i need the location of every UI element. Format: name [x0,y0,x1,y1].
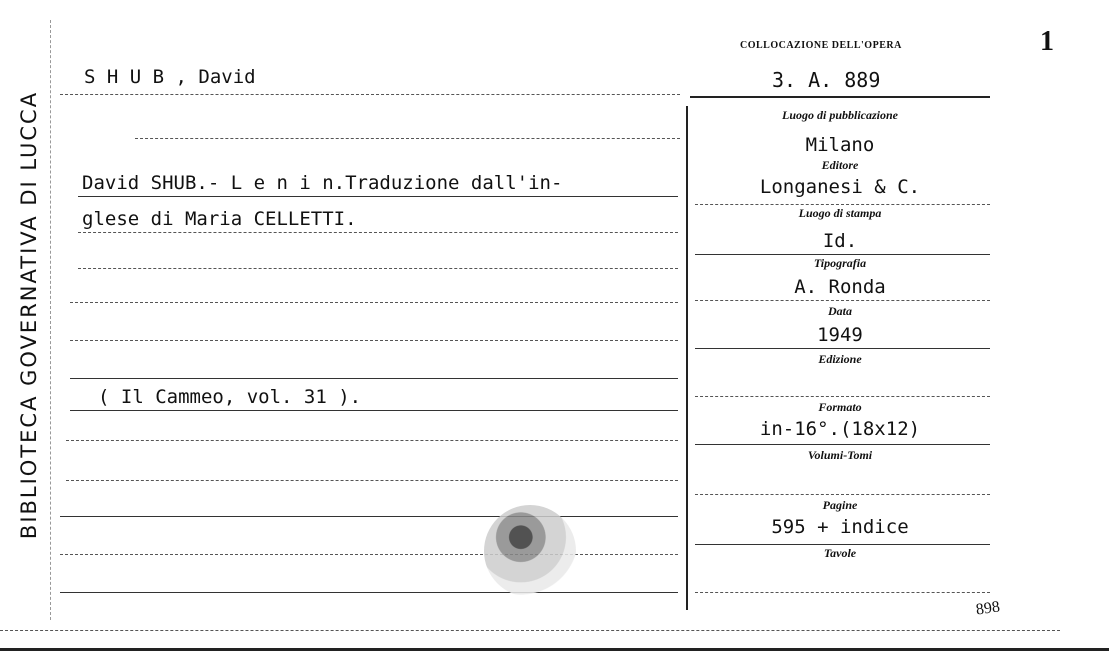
library-name: BIBLIOTECA GOVERNATIVA DI LUCCA [17,90,41,540]
rule-7 [70,340,678,341]
field-label-pages: Pagine [822,498,858,512]
footer-number: 898 [974,598,1001,619]
field-label-date: Data [828,304,852,318]
rule-14 [60,592,678,593]
field-rule-6 [695,444,990,445]
field-value-format: in-16°.(18x12) [759,418,921,440]
shelfmark: 3. A. 889 [772,68,881,92]
field-rule-9 [695,592,990,593]
rule-10 [66,440,678,441]
field-label-printer: Tipografia [813,256,867,270]
field-rule-1 [695,204,990,205]
field-rule-8 [695,544,990,545]
rule-12 [60,516,678,517]
field-value-place-of-publication: Milano [805,134,875,156]
field-value-date: 1949 [817,324,863,346]
bottom-rule [0,630,1060,631]
field-label-volumes: Volumi-Tomi [807,448,873,462]
field-label-edition: Edizione [818,352,862,366]
field-label-publisher: Editore [821,158,859,172]
entry-line-1: David SHUB.- L e n i n.Traduzione dall'in- [82,172,563,194]
rule-1 [60,94,680,95]
rule-8 [70,378,678,379]
field-label-format: Formato [818,400,862,414]
rule-9 [70,410,678,411]
bottom-border [0,648,1109,651]
field-rule-2 [695,254,990,255]
side-divider [50,20,51,620]
field-label-place-of-printing: Luogo di stampa [798,206,882,220]
corner-mark: 1 [1040,26,1054,57]
rule-13 [60,554,678,555]
field-rule-7 [695,494,990,495]
collocation-label: COLLOCAZIONE DELL'OPERA [740,40,902,51]
field-rule-4 [695,348,990,349]
rule-5 [78,268,678,269]
author-heading: S H U B , David [84,66,256,88]
rule-6 [70,302,678,303]
field-value-pages: 595 + indice [771,516,909,538]
field-label-plates: Tavole [823,546,857,560]
library-side-label [14,20,44,610]
series-note: ( Il Cammeo, vol. 31 ). [98,386,362,408]
shelfmark-underline [690,96,990,98]
rule-2 [135,138,680,139]
field-value-publisher: Longanesi & C. [759,176,921,198]
rule-3 [78,196,678,197]
rule-4 [78,232,678,233]
field-rule-5 [695,396,990,397]
entry-line-2: glese di Maria CELLETTI. [82,208,357,230]
field-label-place-of-publication: Luogo di pubblicazione [781,108,898,122]
column-divider [686,106,688,610]
field-value-place-of-printing: Id. [822,230,858,252]
field-rule-3 [695,300,990,301]
stamp-mark [484,505,576,597]
rule-11 [66,480,678,481]
field-value-printer: A. Ronda [794,276,886,298]
